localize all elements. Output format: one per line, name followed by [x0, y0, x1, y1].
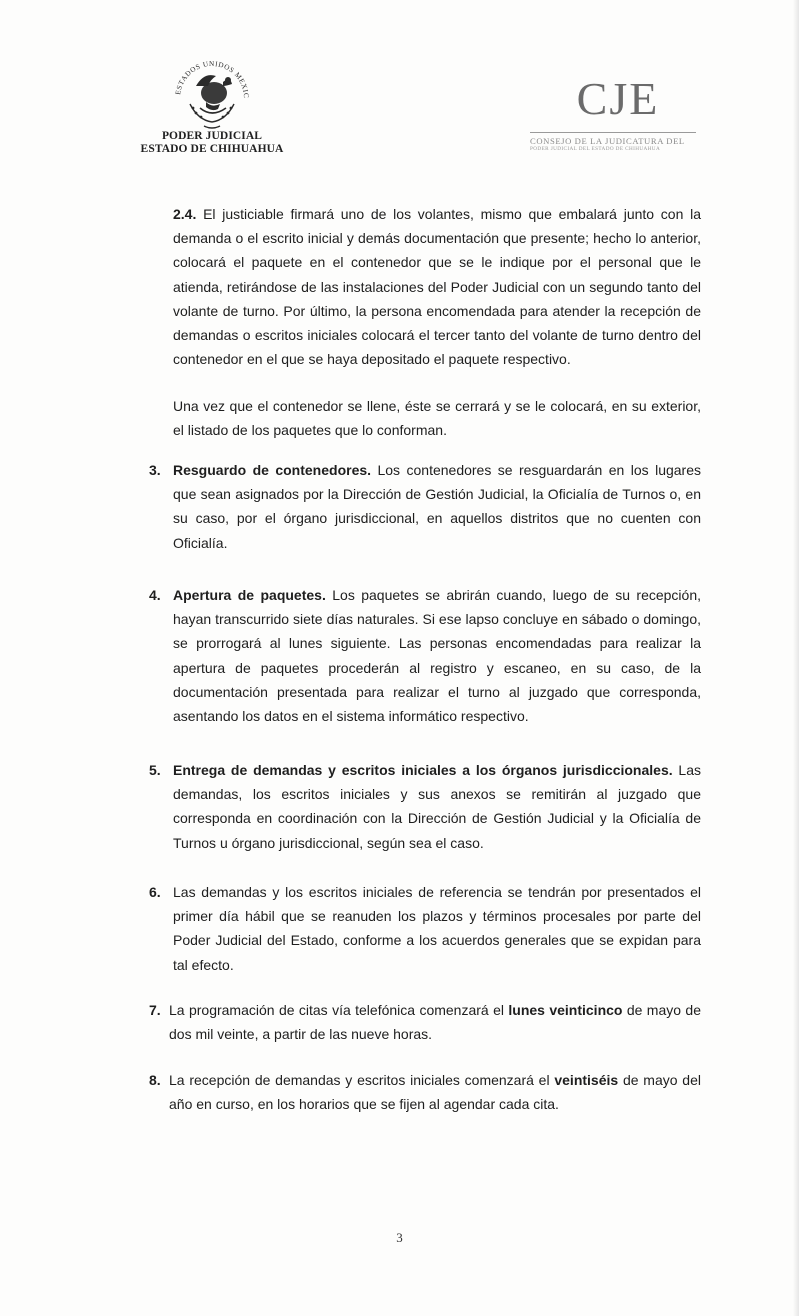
section-number: 2.4. [173, 206, 197, 222]
institution-line1: PODER JUDICIAL [161, 130, 263, 142]
section-7-number: 7. [149, 1002, 161, 1018]
section-text: El justiciable firmará uno de los volantes, mismo que embalará junto con la demanda o el escrito inicial y demás documentación que presente; hecho lo anterior, colocará el paquete en el contenedor que se le indique por el personal que le atienda, retirándose de las instalaciones del Poder Judicial con un segundo tanto del volante de turno. Por último, la persona encomendada para atender la recepción de demandas o escritos iniciales colocará el tercer tanto del volante de turno dentro del contenedor en el que se haya depositado el paquete respectivo. [173, 206, 701, 368]
section-title: Apertura de paquetes. [173, 587, 326, 603]
section-text: Las demandas, los escritos iniciales y sus anexos se remitirán al juzgado que corresponda en coordinación con la Dirección de Gestión Judicial y la Oficialía de Turnos u órgano jurisdiccional, según sea el caso. [173, 762, 701, 851]
section-3-number: 3. [149, 462, 161, 478]
section-text: Los contenedores se resguardarán en los lugares que sean asignados por la Dirección de Gestión Judicial, la Oficialía de Turnos o, en su caso, por el órgano jurisdiccional, en aquellos distritos que no cuenten con Oficialía. [173, 462, 701, 551]
page-number: 3 [396, 1230, 403, 1245]
cje-subtitle-1: CONSEJO DE LA JUDICATURA DEL [530, 136, 685, 146]
section-text: Los paquetes se abrirán cuando, luego de su recepción, hayan transcurrido siete días naturales. Si ese lapso concluye en sábado o domingo, se prorrogará al lunes siguiente. Las personas encomendadas para realizar la apertura de paquetes procederán al registro y escaneo, en su caso, de la documentación presentada para realizar el turno al juzgado que corresponda, asentando los datos en el sistema informático respectivo. [173, 587, 701, 725]
section-8 [169, 1068, 701, 1116]
section-7 [169, 998, 701, 1046]
section-text-after: de mayo de dos mil veinte, a partir de las nueve horas. [169, 1002, 702, 1043]
institution-name [120, 130, 304, 156]
section-8-number: 8. [149, 1072, 161, 1088]
section-4 [173, 583, 701, 728]
section-text-before: La programación de citas vía telefónica comenzará el [169, 1002, 509, 1018]
page-edge-shadow [793, 0, 799, 1316]
section-text-before: La recepción de demandas y escritos iniciales comenzará el [169, 1072, 555, 1088]
section-2-4-continuation [173, 394, 701, 442]
section-bold-text: lunes veinticinco [508, 1002, 623, 1018]
cje-logo [530, 74, 696, 153]
section-text-after: de mayo del año en curso, en los horarios que se fijen al agendar cada cita. [169, 1072, 701, 1113]
section-3 [173, 458, 701, 555]
section-title: Resguardo de contenedores. [173, 462, 372, 478]
section-2-4 [173, 202, 701, 371]
section-5 [173, 758, 701, 855]
cje-letters: CJE [576, 73, 660, 124]
section-bold-text: veintiséis [554, 1072, 619, 1088]
cje-divider [530, 132, 696, 133]
seal-arc-text: ESTADOS UNIDOS MEXIC [174, 59, 251, 99]
section-5-number: 5. [149, 762, 161, 778]
cje-subtitle-2: PODER JUDICIAL DEL ESTADO DE CHIHUAHUA [530, 146, 661, 152]
section-6-number: 6. [149, 884, 161, 900]
section-title: Entrega de demandas y escritos iniciales a los órganos jurisdiccionales. [173, 762, 673, 778]
coat-of-arms-seal [166, 46, 258, 138]
section-text: Una vez que el contenedor se llene, éste se cerrará y se le colocará, en su exterior, el listado de los paquetes que lo conforman. [173, 398, 701, 439]
section-4-number: 4. [149, 587, 161, 603]
section-6 [173, 880, 701, 977]
eagle-seal-icon [166, 46, 258, 138]
institution-line2: ESTADO DE CHIHUAHUA [140, 143, 284, 155]
section-text: Las demandas y los escritos iniciales de referencia se tendrán por presentados el primer día hábil que se reanuden los plazos y términos procesales por parte del Poder Judicial del Estado, conforme a los acuerdos generales que se expidan para tal efecto. [173, 884, 701, 973]
